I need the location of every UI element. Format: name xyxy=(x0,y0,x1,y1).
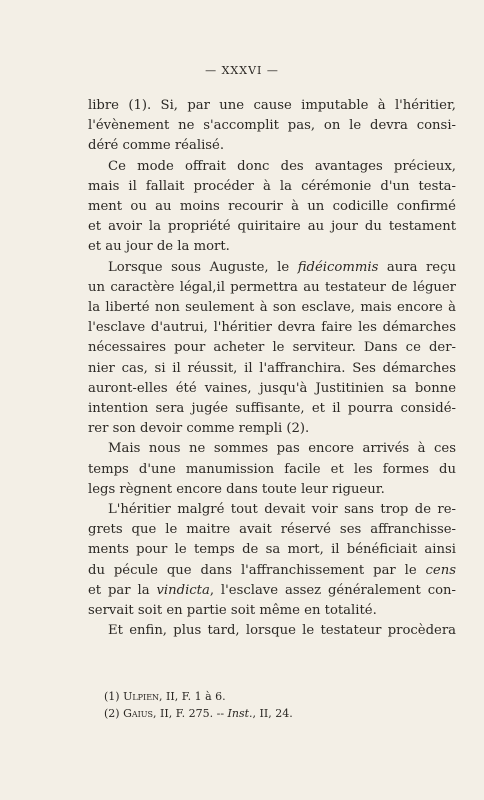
text-line: du pécule que dans l'affranchissement par le cens xyxy=(88,562,456,578)
paragraph xyxy=(88,157,456,258)
text-line: L'héritier malgré tout devait voir sans trop de re- xyxy=(108,502,456,518)
paragraph xyxy=(88,500,456,621)
text-line: Mais nous ne sommes pas encore arrivés à ces xyxy=(108,441,456,457)
text-line: déré comme réalisé. xyxy=(88,138,225,154)
paragraph xyxy=(88,96,456,157)
paragraph xyxy=(88,621,456,641)
text-line: la liberté non seulement à son esclave, mais encore à xyxy=(88,300,456,316)
text-line: l'évènement ne s'accomplit pas, on le devra consi- xyxy=(88,118,456,134)
text-line: et par la vindicta, l'esclave assez généralement con- xyxy=(88,582,456,598)
text-line: temps d'une manumission facile et les formes du xyxy=(88,461,456,477)
text-line: servait soit en partie soit même en totalité. xyxy=(88,603,377,619)
page-header: — XXXVI — xyxy=(205,64,279,77)
text-line: mais il fallait procéder à la cérémonie d'un testa- xyxy=(88,178,456,194)
body-text xyxy=(88,96,456,641)
paragraph xyxy=(88,439,456,500)
text-line: ment ou au moins recourir à un codicille confirmé xyxy=(88,199,456,215)
text-line: nier cas, si il réussit, il l'affranchira. Ses démarches xyxy=(88,360,456,376)
text-line: intention sera jugée suffisante, et il pourra considé- xyxy=(88,401,456,417)
text-line: libre (1). Si, par une cause imputable à l'héritier, xyxy=(88,98,456,113)
paragraph xyxy=(88,258,456,440)
text-line: Ce mode offrait donc des avantages précieux, xyxy=(108,158,456,174)
footnote: (2) Gaius, II, F. 275. -- Inst., II, 24. xyxy=(104,707,293,720)
text-line: un caractère légal,il permettra au testateur de léguer xyxy=(88,279,456,295)
text-line: et au jour de la mort. xyxy=(88,239,230,255)
text-line: et avoir la propriété quiritaire au jour du testament xyxy=(88,219,456,235)
text-line: auront-elles été vaines, jusqu'à Justitinien sa bonne xyxy=(88,380,456,396)
text-line: legs règnent encore dans toute leur rigueur. xyxy=(88,481,385,497)
footnote: (1) Ulpien, II, F. 1 à 6. xyxy=(104,690,226,703)
text-line: Lorsque sous Auguste, le fidéicommis aura reçu xyxy=(108,259,456,275)
footnotes xyxy=(104,688,444,722)
text-line: l'esclave d'autrui, l'héritier devra faire les démarches xyxy=(88,320,456,336)
text-line: rer son devoir comme rempli (2). xyxy=(88,421,310,437)
text-line: ments pour le temps de sa mort, il bénéficiait ainsi xyxy=(88,542,456,558)
text-line: Et enfin, plus tard, lorsque le testateur procèdera xyxy=(108,623,456,639)
text-line: grets que le maitre avait réservé ses affranchisse- xyxy=(88,522,456,538)
text-line: nécessaires pour acheter le serviteur. Dans ce der- xyxy=(88,340,456,356)
